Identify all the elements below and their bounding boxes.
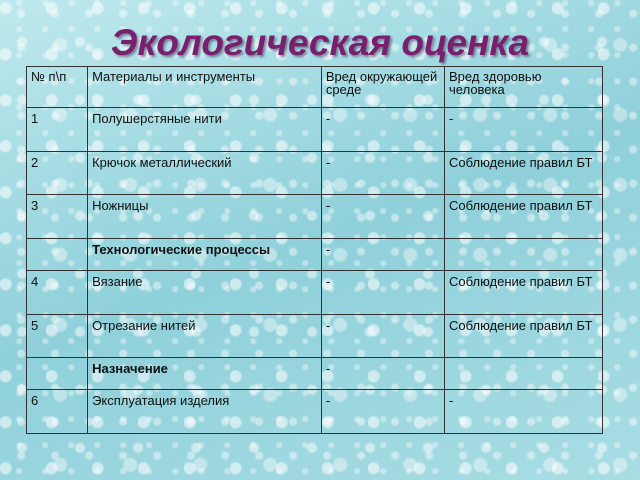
- table-section-row: [27, 357, 603, 390]
- header-number: № п\п: [27, 67, 88, 108]
- table-section-row: [27, 238, 603, 271]
- row-number: 4: [27, 271, 88, 314]
- row-item: Отрезание нитей: [88, 314, 322, 357]
- header-materials: Материалы и инструменты: [88, 67, 322, 108]
- table-header-row: [27, 67, 603, 108]
- slide-title: Экологическая оценка: [110, 22, 530, 63]
- header-environment-harm: Вред окружающей среде: [321, 67, 444, 108]
- row-environment: -: [321, 357, 444, 390]
- row-item: Вязание: [88, 271, 322, 314]
- row-item: Полушерстяные нити: [88, 108, 322, 151]
- row-environment: -: [321, 271, 444, 314]
- table-row: [27, 271, 603, 314]
- table-row: [27, 151, 603, 194]
- table-row: [27, 108, 603, 151]
- row-item: Эксплуатация изделия: [88, 390, 322, 434]
- row-number: 1: [27, 108, 88, 151]
- table-row: [27, 390, 603, 434]
- row-health: [445, 238, 603, 271]
- row-item: Ножницы: [88, 195, 322, 238]
- row-number: [27, 238, 88, 271]
- row-health: Соблюдение правил БТ: [445, 314, 603, 357]
- row-health: -: [445, 390, 603, 434]
- row-environment: -: [321, 108, 444, 151]
- header-health-harm: Вред здоровью человека: [445, 67, 603, 108]
- row-environment: -: [321, 314, 444, 357]
- row-number: 5: [27, 314, 88, 357]
- table-row: [27, 195, 603, 238]
- section-heading: Назначение: [88, 357, 322, 390]
- section-heading: Технологические процессы: [88, 238, 322, 271]
- row-environment: -: [321, 195, 444, 238]
- table-row: [27, 314, 603, 357]
- row-number: 2: [27, 151, 88, 194]
- row-health: -: [445, 108, 603, 151]
- row-health: Соблюдение правил БТ: [445, 151, 603, 194]
- row-number: [27, 357, 88, 390]
- row-environment: -: [321, 238, 444, 271]
- row-item: Крючок металлический: [88, 151, 322, 194]
- row-number: 3: [27, 195, 88, 238]
- row-environment: -: [321, 390, 444, 434]
- row-environment: -: [321, 151, 444, 194]
- row-health: Соблюдение правил БТ: [445, 271, 603, 314]
- row-number: 6: [27, 390, 88, 434]
- row-health: Соблюдение правил БТ: [445, 195, 603, 238]
- ecology-table: [26, 66, 603, 434]
- row-health: [445, 357, 603, 390]
